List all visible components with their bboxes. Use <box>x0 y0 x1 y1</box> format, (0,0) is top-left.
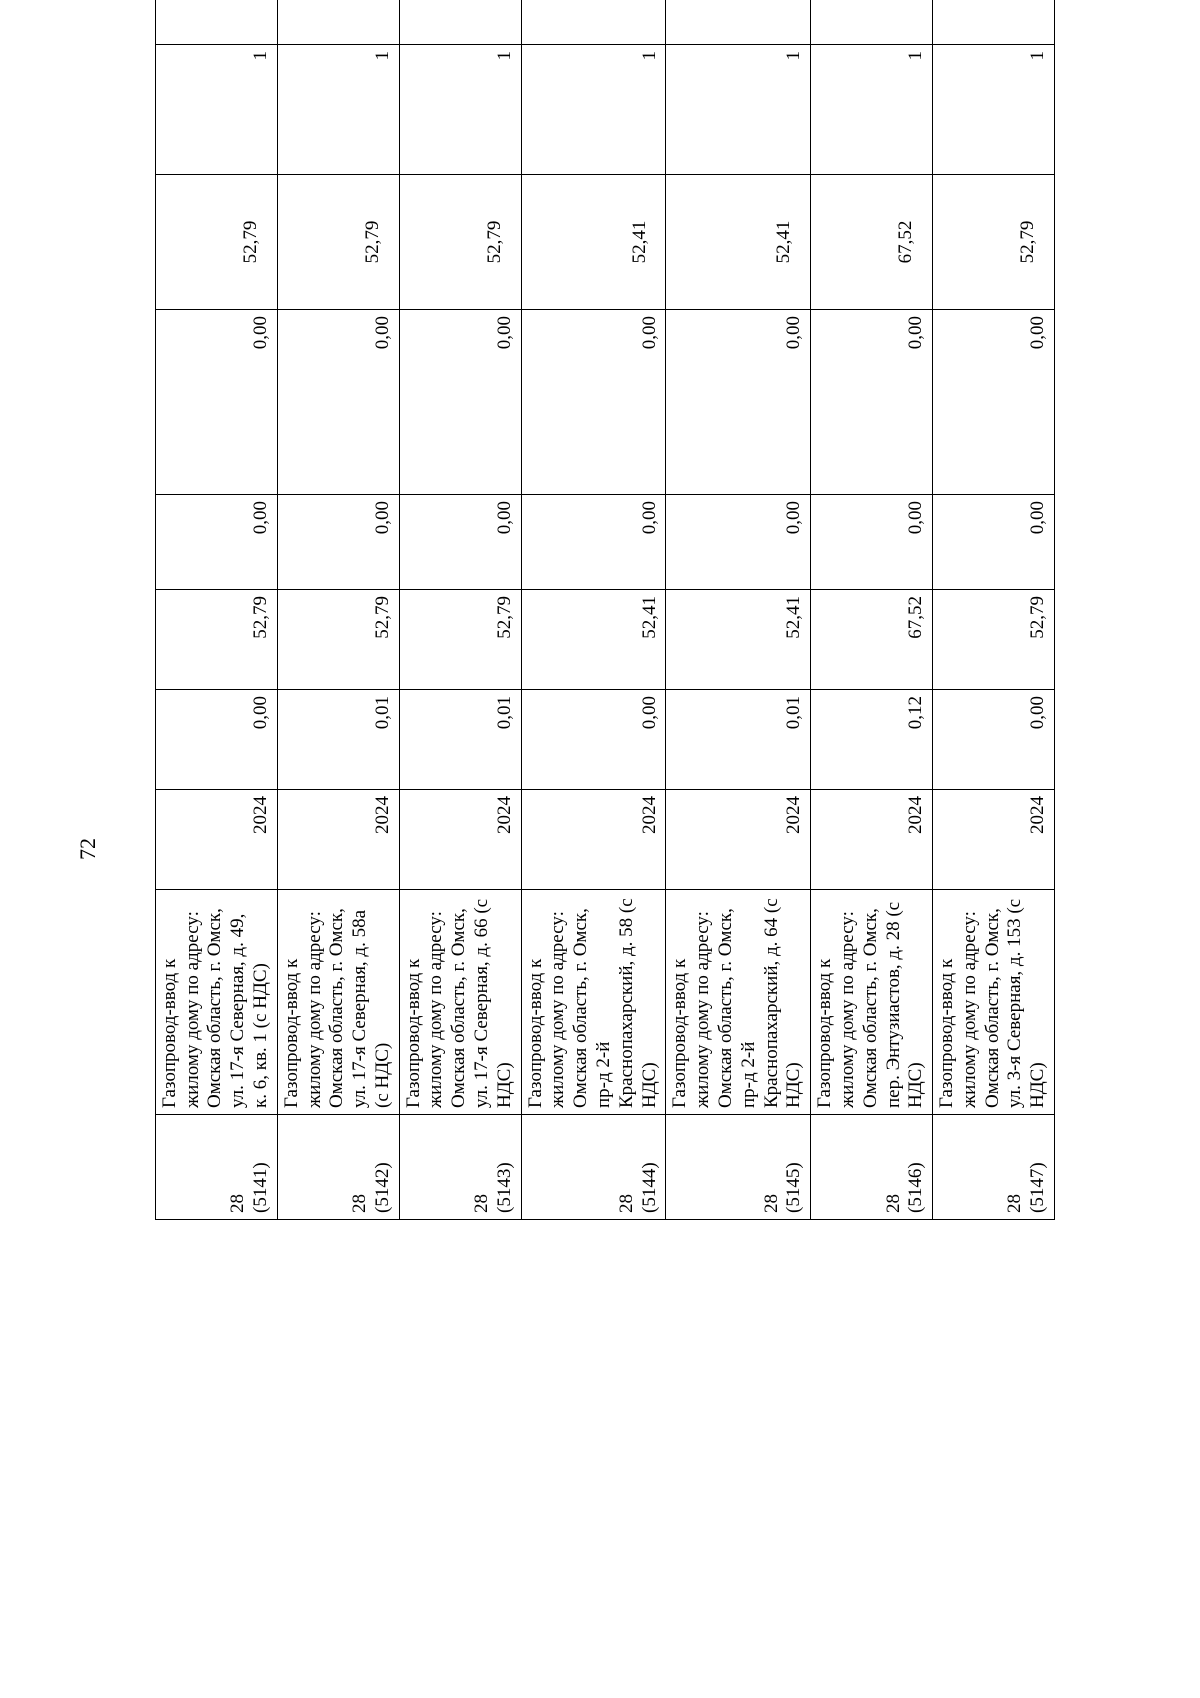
year-cell: 2024 <box>811 790 933 890</box>
year-cell <box>811 0 933 45</box>
value-text: 67,52 <box>895 220 917 264</box>
value-cell: 52,79 <box>933 590 1055 690</box>
row-number: 28 <box>1004 1194 1026 1213</box>
year-cell: 2024 <box>156 790 278 890</box>
count-cell: 1 <box>933 45 1055 175</box>
description-cell: Газопровод-ввод к жилому дому по адресу: Омская область, г. Омск, ул. 17-я Северная, д. 66 (с НДС) <box>399 890 521 1115</box>
value-cell <box>811 175 933 310</box>
row-number-cell <box>933 1115 1055 1220</box>
table-row <box>399 0 521 1220</box>
value-cell: 0,00 <box>933 310 1055 495</box>
row-number-cell <box>666 1115 811 1220</box>
row-code: (5146) <box>905 1162 927 1213</box>
value-text: 52,79 <box>361 220 383 264</box>
row-number: 28 <box>349 1194 371 1213</box>
value-cell: 0,00 <box>399 310 521 495</box>
table-row <box>933 0 1055 1220</box>
row-number-cell <box>399 1115 521 1220</box>
value-cell: 0,00 <box>277 310 399 495</box>
value-text: 52,41 <box>628 220 650 264</box>
table-row <box>811 0 933 1220</box>
row-number-cell <box>277 1115 399 1220</box>
value-cell <box>156 175 278 310</box>
value-cell: 0,01 <box>277 690 399 790</box>
row-number-cell <box>521 1115 666 1220</box>
value-cell: 0,00 <box>399 495 521 590</box>
value-cell: 0,00 <box>277 495 399 590</box>
value-cell: 0,00 <box>156 690 278 790</box>
description-cell: Газопровод-ввод к жилому дому по адресу: Омская область, г. Омск, ул. 17-я Северная, д. 49, к. 6, кв. 1 (с НДС) <box>156 890 278 1115</box>
value-cell: 0,00 <box>156 310 278 495</box>
value-cell: 0,00 <box>933 690 1055 790</box>
value-cell: 0,00 <box>521 690 666 790</box>
row-code: (5142) <box>371 1162 393 1213</box>
table-row <box>521 0 666 1220</box>
table-row <box>666 0 811 1220</box>
page-number: 72 <box>75 838 100 860</box>
count-cell: 1 <box>277 45 399 175</box>
value-cell: 0,00 <box>811 495 933 590</box>
year-cell <box>399 0 521 45</box>
count-cell: 1 <box>521 45 666 175</box>
value-cell: 52,41 <box>666 590 811 690</box>
value-cell: 0,00 <box>521 495 666 590</box>
data-table <box>155 0 1055 1220</box>
table-row <box>156 0 278 1220</box>
value-cell: 0,00 <box>933 495 1055 590</box>
value-text: 52,79 <box>1017 220 1039 264</box>
row-code: (5141) <box>250 1162 272 1213</box>
row-code: (5143) <box>493 1162 515 1213</box>
value-text: 52,79 <box>240 220 262 264</box>
value-text: 52,41 <box>773 220 795 264</box>
year-cell <box>666 0 811 45</box>
row-number: 28 <box>470 1194 492 1213</box>
value-cell: 0,00 <box>666 310 811 495</box>
year-cell: 2024 <box>521 790 666 890</box>
value-cell: 52,79 <box>399 590 521 690</box>
year-cell: 2024 <box>666 790 811 890</box>
value-cell <box>399 175 521 310</box>
year-cell: 2024 <box>399 790 521 890</box>
value-cell: 67,52 <box>811 590 933 690</box>
count-cell: 1 <box>666 45 811 175</box>
value-cell: 0,01 <box>399 690 521 790</box>
value-cell: 52,79 <box>277 590 399 690</box>
value-cell: 52,79 <box>156 590 278 690</box>
row-number: 28 <box>760 1194 782 1213</box>
description-cell: Газопровод-ввод к жилому дому по адресу: Омская область, г. Омск, ул. 3-я Северная, д. 153 (с НДС) <box>933 890 1055 1115</box>
table-container <box>155 51 1200 1213</box>
value-cell: 0,01 <box>666 690 811 790</box>
value-cell: 52,41 <box>521 590 666 690</box>
description-cell: Газопровод-ввод к жилому дому по адресу: Омская область, г. Омск, пр-д 2-й Краснопахарский, д. 64 (с НДС) <box>666 890 811 1115</box>
count-cell: 1 <box>811 45 933 175</box>
year-cell: 2024 <box>277 790 399 890</box>
row-number: 28 <box>615 1194 637 1213</box>
year-cell <box>277 0 399 45</box>
row-number-cell <box>156 1115 278 1220</box>
row-code: (5144) <box>638 1162 660 1213</box>
count-cell: 1 <box>399 45 521 175</box>
value-cell: 0,12 <box>811 690 933 790</box>
row-code: (5145) <box>783 1162 805 1213</box>
value-cell: 0,00 <box>521 310 666 495</box>
table-row <box>277 0 399 1220</box>
year-cell <box>933 0 1055 45</box>
year-cell <box>156 0 278 45</box>
row-number: 28 <box>882 1194 904 1213</box>
description-cell: Газопровод-ввод к жилому дому по адресу: Омская область, г. Омск, пер. Энтузиастов, д. 28 (с НДС) <box>811 890 933 1115</box>
value-cell: 0,00 <box>666 495 811 590</box>
value-cell <box>933 175 1055 310</box>
value-cell <box>521 175 666 310</box>
year-cell <box>521 0 666 45</box>
value-text: 52,79 <box>483 220 505 264</box>
description-cell: Газопровод-ввод к жилому дому по адресу: Омская область, г. Омск, ул. 17-я Северная, д. 58а (с НДС) <box>277 890 399 1115</box>
value-cell <box>666 175 811 310</box>
row-number-cell <box>811 1115 933 1220</box>
value-cell: 0,00 <box>156 495 278 590</box>
value-cell: 0,00 <box>811 310 933 495</box>
description-cell: Газопровод-ввод к жилому дому по адресу: Омская область, г. Омск, пр-д 2-й Краснопахарский, д. 58 (с НДС) <box>521 890 666 1115</box>
count-cell: 1 <box>156 45 278 175</box>
year-cell: 2024 <box>933 790 1055 890</box>
row-number: 28 <box>227 1194 249 1213</box>
row-code: (5147) <box>1027 1162 1049 1213</box>
value-cell <box>277 175 399 310</box>
